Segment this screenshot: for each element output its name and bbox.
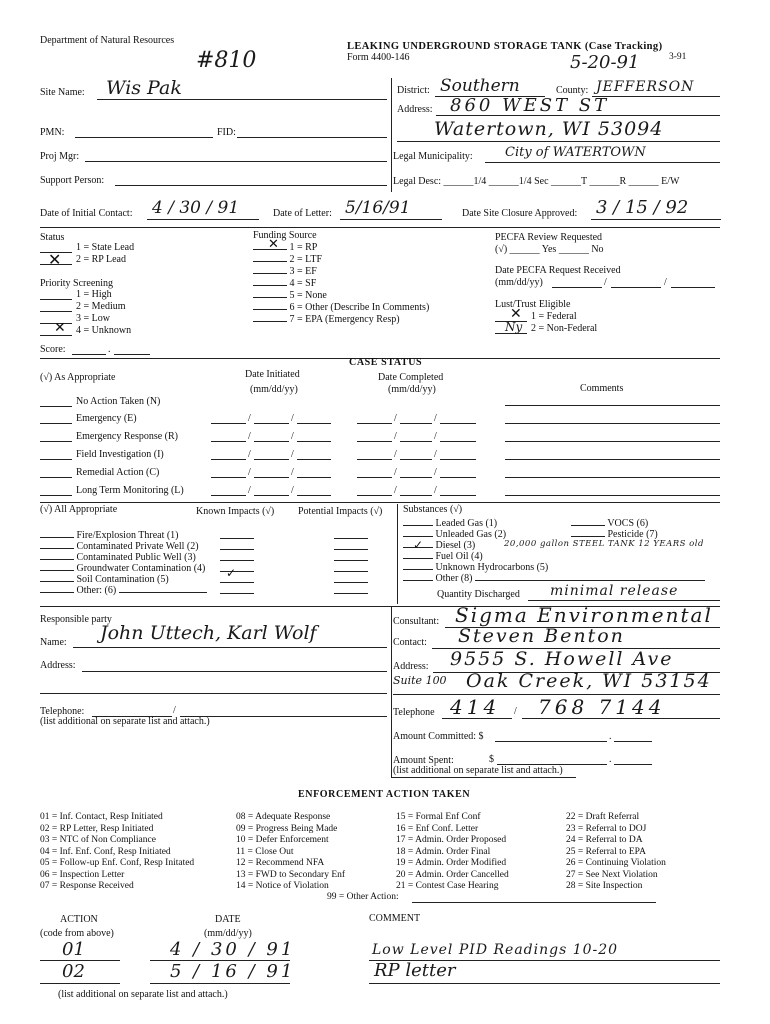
status-rp-lead: 2 = RP Lead xyxy=(76,254,126,265)
potential-impact-blank xyxy=(334,549,368,550)
amount-committed-dot: . xyxy=(609,731,612,742)
address-line-2: Watertown, WI 53094 xyxy=(434,118,664,140)
district-label: District: xyxy=(397,85,430,96)
consultant-phone-line xyxy=(522,718,720,719)
priority-medium: 2 = Medium xyxy=(76,301,126,312)
initiated-slash: / xyxy=(291,485,294,496)
initiated-slash: / xyxy=(291,431,294,442)
enforcement-col-3: 15 = Formal Enf Conf 16 = Enf Conf. Letter 17 = Admin. Order Proposed 18 = Admin. Order Final 19 = Admin. Order Modified 20 = Admin. Order Cancelled 21 = Contest Case Hearing xyxy=(396,812,509,891)
initiated-yy-line xyxy=(297,423,331,424)
initiated-dd-line xyxy=(254,495,289,496)
quantity-discharged-value: minimal release xyxy=(550,583,679,599)
known-impact-blank xyxy=(220,582,254,583)
legal-description: Legal Desc: ______1/4 ______1/4 Sec ______T ______R ______ E/W xyxy=(393,176,680,187)
pecfa-date-line-2 xyxy=(611,287,661,288)
completed-slash: / xyxy=(394,413,397,424)
case-check-blank xyxy=(40,423,72,424)
rp-address-line-2 xyxy=(40,693,387,694)
support-person-line xyxy=(115,185,387,186)
substances-list-right: VOCS (6) Pesticide (7) xyxy=(571,516,658,538)
completed-slash: / xyxy=(434,431,437,442)
lust-federal: 1 = Federal xyxy=(531,311,577,322)
initiated-slash: / xyxy=(248,449,251,460)
action-2-code-line xyxy=(40,983,120,984)
score-line-1 xyxy=(72,354,106,355)
completed-mm-line xyxy=(357,459,392,460)
priority-low: 3 = Low xyxy=(76,313,110,324)
comments-heading: Comments xyxy=(580,383,624,394)
legal-municipality-line xyxy=(485,162,720,163)
initial-contact-date: 4 / 30 / 91 xyxy=(152,198,240,218)
action-2-date: 5 / 16 / 91 xyxy=(170,961,296,982)
amount-spent-cents-line xyxy=(614,764,652,765)
comment-heading: COMMENT xyxy=(369,913,421,924)
potential-impact-blank xyxy=(334,571,368,572)
initiated-slash: / xyxy=(291,449,294,460)
completed-mm-line xyxy=(357,423,392,424)
rp-address-label: Address: xyxy=(40,660,76,671)
consultant-area-code: 414 xyxy=(450,695,501,719)
address-line-2-rule xyxy=(397,141,720,142)
date-completed-format: (mm/dd/yy) xyxy=(388,384,436,395)
form-title: LEAKING UNDERGROUND STORAGE TANK (Case Tracking) xyxy=(347,41,663,52)
pecfa-date-line-3 xyxy=(671,287,715,288)
diesel-check-icon: ✓ xyxy=(413,538,424,552)
known-impact-blank xyxy=(220,593,254,594)
district-value: Southern xyxy=(440,76,520,96)
initiated-mm-line xyxy=(211,423,246,424)
initial-contact-line xyxy=(147,219,259,220)
initiated-slash: / xyxy=(248,413,251,424)
enforcement-col-4: 22 = Draft Referral 23 = Referral to DOJ 24 = Referral to DA 25 = Referral to EPA 26 = Continuing Violation 27 = See Next Violation 28 = Site Inspection xyxy=(566,812,666,891)
other-action-line xyxy=(412,902,656,903)
pecfa-date-slash-1: / xyxy=(604,277,607,288)
status-state-lead: 1 = State Lead xyxy=(76,242,135,253)
completed-dd-line xyxy=(400,441,432,442)
completed-dd-line xyxy=(400,477,432,478)
address-label: Address: xyxy=(397,104,433,115)
consultant-address-1: 9555 S. Howell Ave xyxy=(450,648,674,670)
priority-unknown-check-icon: ✕ xyxy=(54,320,66,336)
closure-date: 3 / 15 / 92 xyxy=(596,197,689,218)
fid-line xyxy=(237,137,387,138)
letter-date-line xyxy=(340,219,442,220)
consultant-address-2: Oak Creek, WI 53154 xyxy=(466,670,712,692)
completed-yy-line xyxy=(440,423,476,424)
case-check-blank xyxy=(40,477,72,478)
completed-yy-line xyxy=(440,495,476,496)
initiated-dd-line xyxy=(254,423,289,424)
closure-date-line xyxy=(591,219,721,220)
completed-dd-line xyxy=(400,495,432,496)
contact-value: Steven Benton xyxy=(458,625,625,647)
completed-slash: / xyxy=(434,467,437,478)
completed-dd-line xyxy=(400,423,432,424)
site-name-line xyxy=(97,99,387,100)
pecfa-request-heading: Date PECFA Request Received xyxy=(495,265,621,276)
rp-phone-slash: / xyxy=(173,705,176,716)
case-status-label: No Action Taken (N) xyxy=(76,396,161,407)
case-status-label: Long Term Monitoring (L) xyxy=(76,485,184,496)
action-1-comment: Low Level PID Readings 10-20 xyxy=(372,942,619,958)
enforcement-col-2: 08 = Adequate Response 09 = Progress Being Made 10 = Defer Enforcement 11 = Close Out 12 = Recommend NFA 13 = FWD to Secondary Enf 14 = Notice of Violation xyxy=(236,812,346,891)
address-line-1-rule xyxy=(436,115,720,116)
address-line-1: 860 WEST ST xyxy=(450,95,610,116)
case-check-blank xyxy=(40,459,72,460)
impacts-all-appropriate: (√) All Appropriate xyxy=(40,504,118,515)
pecfa-review-options: (√) ______ Yes ______ No xyxy=(495,244,604,255)
action-2-date-line xyxy=(150,983,290,984)
funding-rp-check-icon: ✕ xyxy=(268,237,279,252)
site-divider xyxy=(391,78,392,192)
completed-mm-line xyxy=(357,441,392,442)
actions-footer-note: (list additional on separate list and attach.) xyxy=(58,989,228,1000)
site-name-value: Wis Pak xyxy=(106,77,182,99)
score-dot: . xyxy=(108,344,111,355)
score-label: Score: xyxy=(40,344,66,355)
initiated-slash: / xyxy=(248,431,251,442)
completed-slash: / xyxy=(434,449,437,460)
rp-consultant-divider xyxy=(391,606,392,778)
known-impact-blank xyxy=(220,549,254,550)
case-check-blank xyxy=(40,441,72,442)
funding-heading: Funding Source xyxy=(253,230,317,241)
rp-name-label: Name: xyxy=(40,637,67,648)
rp-name-line xyxy=(73,647,387,648)
potential-impact-blank xyxy=(334,560,368,561)
status-rp-lead-check-icon: ✕ xyxy=(48,250,62,269)
impacts-substances-divider xyxy=(397,504,398,604)
lust-federal-check-icon: ✕ xyxy=(510,306,522,322)
impacts-list: Fire/Explosion Threat (1) Contaminated Private Well (2) Contaminated Public Well (3) Groundwater Contamination (4) Soil Contamination (5) Other: (6) xyxy=(40,528,207,594)
rp-address-line-1 xyxy=(82,671,387,672)
consultant-address-label: Address: xyxy=(393,661,429,672)
form-number: Form 4400-146 xyxy=(347,52,410,63)
status-heading: Status xyxy=(40,232,65,243)
date-initiated-heading: Date Initiated xyxy=(245,369,300,380)
potential-impact-blank xyxy=(334,538,368,539)
initiated-dd-line xyxy=(254,459,289,460)
case-status-heading: CASE STATUS xyxy=(349,357,423,368)
consultant-list-note: (list additional on separate list and attach.) xyxy=(393,765,563,776)
priority-heading: Priority Screening xyxy=(40,278,114,289)
rp-telephone-label: Telephone: xyxy=(40,706,85,717)
fid-label: FID: xyxy=(217,127,236,138)
pecfa-date-slash-2: / xyxy=(664,277,667,288)
completed-slash: / xyxy=(394,485,397,496)
initial-contact-label: Date of Initial Contact: xyxy=(40,208,133,219)
legal-municipality-label: Legal Municipality: xyxy=(393,151,473,162)
lust-trust-heading: Lust/Trust Eligible xyxy=(495,299,571,310)
action-2-comment-line xyxy=(369,983,720,984)
enforcement-heading: ENFORCEMENT ACTION TAKEN xyxy=(298,789,471,800)
amount-spent-label: Amount Spent: xyxy=(393,755,454,766)
consultant-area-code-line xyxy=(442,718,512,719)
date-subheading: (mm/dd/yy) xyxy=(204,928,252,939)
score-line-2 xyxy=(114,354,150,355)
case-status-label: Emergency Response (R) xyxy=(76,431,179,442)
case-check-blank xyxy=(40,406,72,407)
action-2-code: 02 xyxy=(62,961,85,982)
priority-blank-1 xyxy=(40,299,72,300)
completed-slash: / xyxy=(434,413,437,424)
dates-divider xyxy=(40,227,720,228)
action-1-code: 01 xyxy=(62,939,85,960)
county-value: JEFFERSON xyxy=(596,79,695,95)
rp-name-value: John Uttech, Karl Wolf xyxy=(100,622,317,644)
consultant-phone-slash: / xyxy=(514,706,517,717)
amount-committed-label: Amount Committed: $ xyxy=(393,731,484,742)
initiated-dd-line xyxy=(254,477,289,478)
comment-line xyxy=(505,441,720,442)
comment-line xyxy=(505,477,720,478)
initiated-slash: / xyxy=(291,413,294,424)
consultant-telephone-label: Telephone xyxy=(393,707,435,718)
date-heading: DATE xyxy=(215,914,241,925)
known-impact-blank xyxy=(220,560,254,561)
soil-contamination-check-icon: ✓ xyxy=(226,566,237,580)
diesel-tank-note: 20,000 gallon STEEL TANK 12 YEARS old xyxy=(504,539,704,549)
action-heading: ACTION xyxy=(60,914,98,925)
completed-dd-line xyxy=(400,459,432,460)
amount-committed-line xyxy=(495,741,607,742)
contact-label: Contact: xyxy=(393,637,427,648)
initiated-slash: / xyxy=(291,467,294,478)
priority-high: 1 = High xyxy=(76,289,112,300)
comment-line xyxy=(505,495,720,496)
completed-slash: / xyxy=(394,431,397,442)
substances-list: Leaded Gas (1) Unleaded Gas (2) Diesel (3) Fuel Oil (4) Unknown Hydrocarbons (5) Other (8) xyxy=(403,516,705,582)
substances-heading: Substances (√) xyxy=(403,504,463,515)
date-initiated-format: (mm/dd/yy) xyxy=(250,384,298,395)
form-revision: 3-91 xyxy=(669,52,687,62)
amount-committed-cents-line xyxy=(614,741,652,742)
handwritten-date: 5-20-91 xyxy=(570,52,640,73)
initiated-yy-line xyxy=(297,495,331,496)
completed-yy-line xyxy=(440,477,476,478)
initiated-mm-line xyxy=(211,441,246,442)
letter-date-label: Date of Letter: xyxy=(273,208,332,219)
potential-impacts-heading: Potential Impacts (√) xyxy=(298,506,383,517)
completed-slash: / xyxy=(394,449,397,460)
action-subheading: (code from above) xyxy=(40,928,114,939)
lust-nonfederal: 2 = Non-Federal xyxy=(531,323,598,334)
initiated-mm-line xyxy=(211,459,246,460)
pecfa-request-format: (mm/dd/yy) xyxy=(495,277,543,288)
pecfa-review-heading: PECFA Review Requested xyxy=(495,232,603,243)
case-status-label: Remedial Action (C) xyxy=(76,467,160,478)
priority-blank-2 xyxy=(40,311,72,312)
enforcement-col-1: 01 = Inf. Contact, Resp Initiated 02 = RP Letter, Resp Initiated 03 = NTC of Non Compliance 04 = Inf. Enf. Conf, Resp Initiated 05 = Follow-up Enf. Conf, Resp Initated 06 = Inspection Letter 07 = Response Received xyxy=(40,812,195,891)
completed-mm-line xyxy=(357,477,392,478)
case-check-blank xyxy=(40,495,72,496)
known-impact-blank xyxy=(220,538,254,539)
responsible-party-heading: Responsible party xyxy=(40,614,112,625)
lust-nonfederal-mark: Ny xyxy=(505,320,523,334)
consultant-bottom-line xyxy=(391,777,576,778)
consultant-value: Sigma Environmental xyxy=(455,603,713,627)
comment-line-0 xyxy=(505,405,720,406)
quantity-discharged-label: Quantity Discharged xyxy=(437,589,520,600)
amount-spent-dot: . xyxy=(609,754,612,765)
county-line xyxy=(592,96,720,97)
action-2-comment: RP letter xyxy=(374,960,456,981)
initiated-yy-line xyxy=(297,441,331,442)
potential-impact-blank xyxy=(334,582,368,583)
closure-date-label: Date Site Closure Approved: xyxy=(462,208,578,219)
consultant-phone: 768 7144 xyxy=(538,695,666,719)
funding-list: 1 = RP 2 = LTF 3 = EF 4 = SF 5 = None 6 = Other (Describe In Comments) 7 = EPA (Emergency Resp) xyxy=(253,240,429,324)
site-name-label: Site Name: xyxy=(40,87,85,98)
letter-date: 5/16/91 xyxy=(345,198,411,218)
priority-unknown: 4 = Unknown xyxy=(76,325,132,336)
consultant-label: Consultant: xyxy=(393,616,440,627)
rp-phone-line-2 xyxy=(180,716,387,717)
completed-slash: / xyxy=(434,485,437,496)
support-person-label: Support Person: xyxy=(40,175,105,186)
completed-slash: / xyxy=(394,467,397,478)
pmn-label: PMN: xyxy=(40,127,65,138)
comment-line xyxy=(505,459,720,460)
project-manager-line xyxy=(85,161,387,162)
completed-yy-line xyxy=(440,459,476,460)
case-appropriate-heading: (√) As Appropriate xyxy=(40,372,116,383)
comment-line xyxy=(505,423,720,424)
amount-spent-dollar: $ xyxy=(489,754,494,765)
pecfa-date-line-1 xyxy=(552,287,602,288)
quantity-line xyxy=(528,600,720,601)
initiated-dd-line xyxy=(254,441,289,442)
completed-mm-line xyxy=(357,495,392,496)
initiated-slash: / xyxy=(248,485,251,496)
case-status-label: Emergency (E) xyxy=(76,413,137,424)
initiated-mm-line xyxy=(211,477,246,478)
consultant-suite: Suite 100 xyxy=(393,674,447,687)
impacts-divider xyxy=(40,502,720,503)
rp-list-note: (list additional on separate list and attach.) xyxy=(40,716,210,727)
handwritten-case-id: #810 xyxy=(196,48,257,73)
date-completed-heading: Date Completed xyxy=(378,372,444,383)
initiated-yy-line xyxy=(297,459,331,460)
completed-yy-line xyxy=(440,441,476,442)
initiated-slash: / xyxy=(248,467,251,478)
case-status-label: Field Investigation (I) xyxy=(76,449,164,460)
action-1-date: 4 / 30 / 91 xyxy=(170,939,296,960)
county-label: County: xyxy=(556,85,589,96)
other-action-label: 99 = Other Action: xyxy=(327,892,399,902)
potential-impact-blank xyxy=(334,593,368,594)
project-manager-label: Proj Mgr: xyxy=(40,151,80,162)
initiated-yy-line xyxy=(297,477,331,478)
legal-municipality-value: City of WATERTOWN xyxy=(505,145,646,160)
pmn-line xyxy=(75,137,213,138)
department-name: Department of Natural Resources xyxy=(40,35,175,46)
initiated-mm-line xyxy=(211,495,246,496)
known-impacts-heading: Known Impacts (√) xyxy=(196,506,275,517)
